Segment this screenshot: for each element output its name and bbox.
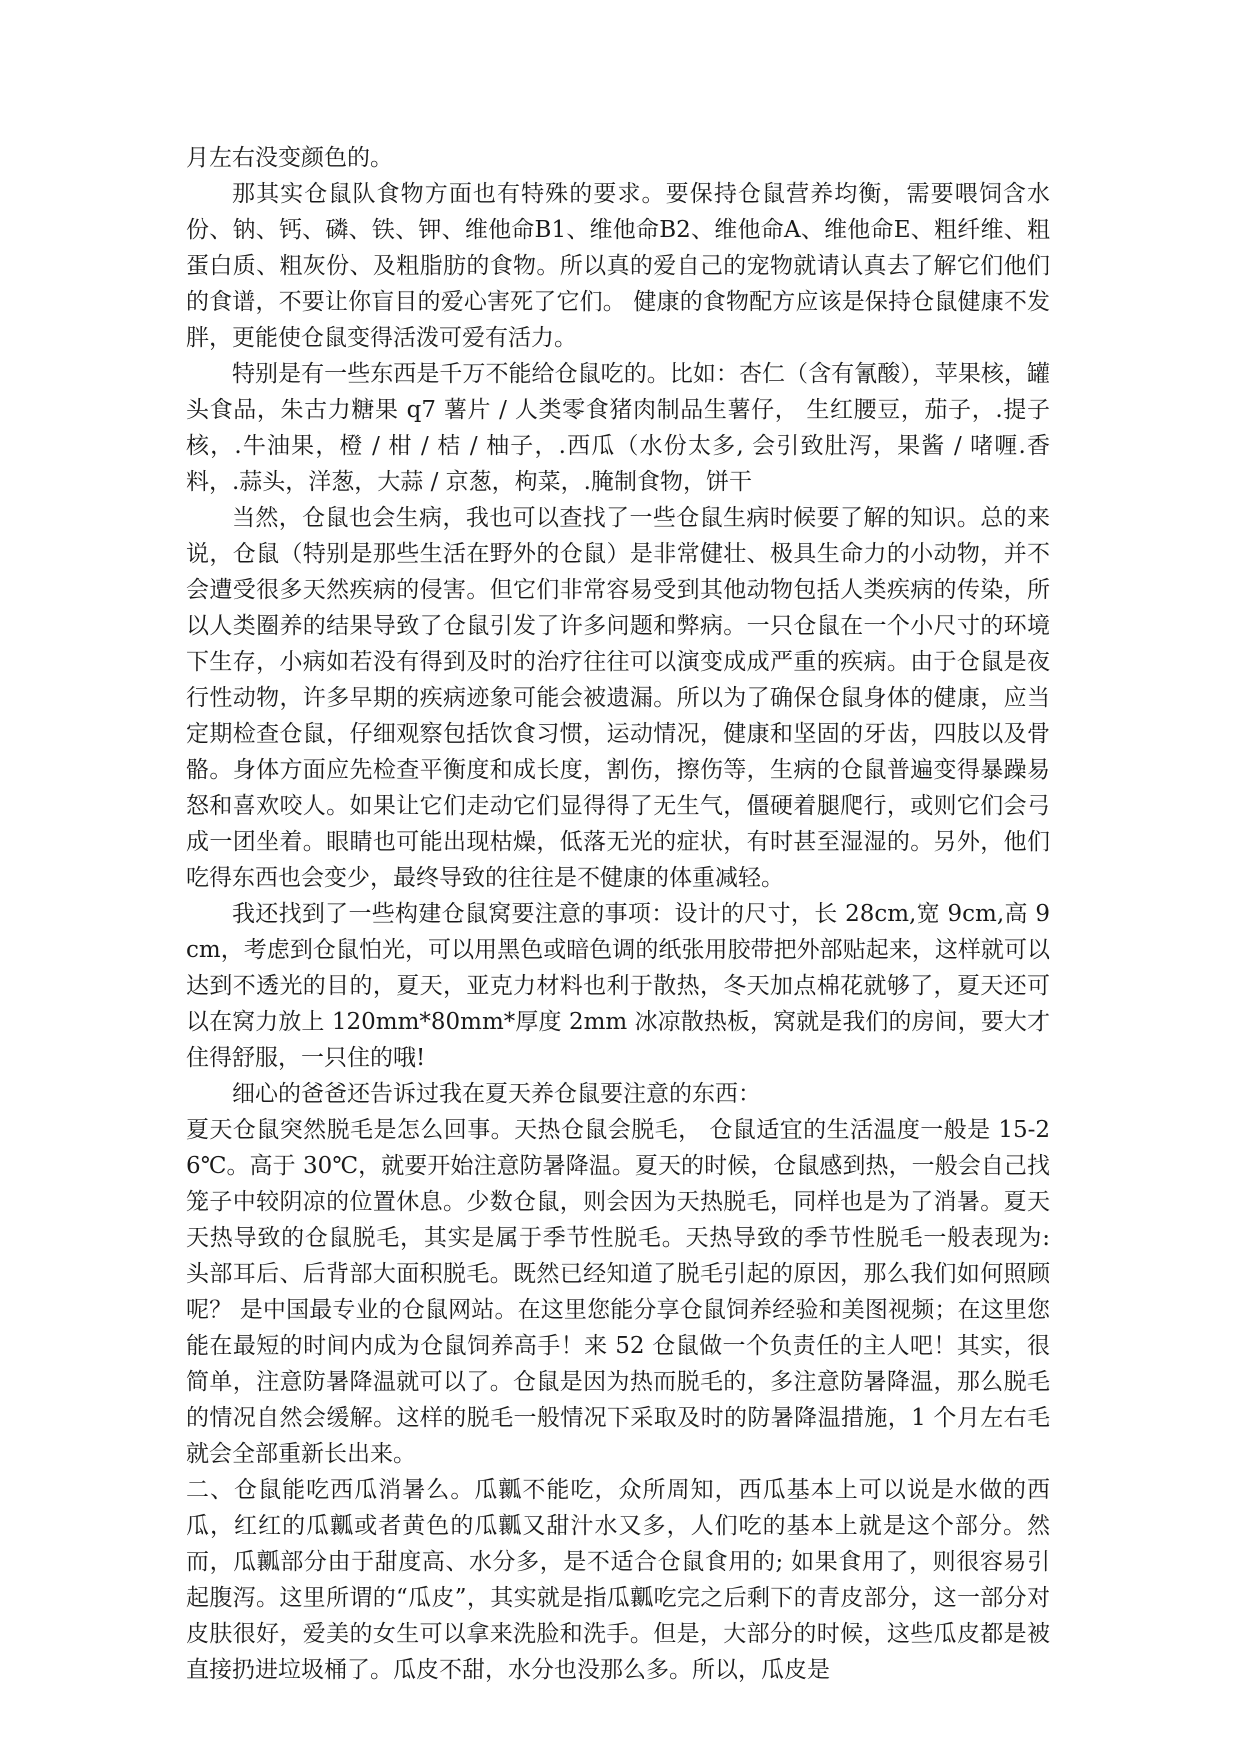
paragraph-month-note: 月左右没变颜色的。 xyxy=(186,145,393,171)
paragraph-forbidden-foods: 特别是有一些东西是千万不能给仓鼠吃的。比如：杏仁（含有氰酸），苹果核，罐头食品，朱古力糖果 q7 薯片 / 人类零食猪肉制品生薯仔， 生红腰豆，茄子，.提子核，.牛油果，橙 / 柑 / 桔 / 柚子，.西瓜（水份太多, 会引致肚泻，果酱 / 啫喱.香料，.蒜头，洋葱，大蒜 / 京葱，枸菜，.腌制食物，饼干 xyxy=(186,361,1050,495)
paragraph-diseases: 当然，仓鼠也会生病，我也可以查找了一些仓鼠生病时候要了解的知识。总的来说，仓鼠（特别是那些生活在野外的仓鼠）是非常健壮、极具生命力的小动物，并不会遭受很多天然疾病的侵害。但它们非常容易受到其他动物包括人类疾病的传染，所以人类圈养的结果导致了仓鼠引发了许多问题和弊病。一只仓鼠在一个小尺寸的环境下生存，小病如若没有得到及时的治疗往往可以演变成成严重的疾病。由于仓鼠是夜行性动物，许多早期的疾病迹象可能会被遗漏。所以为了确保仓鼠身体的健康，应当定期检查仓鼠，仔细观察包括饮食习惯，运动情况，健康和坚固的牙齿，四肢以及骨骼。身体方面应先检查平衡度和成长度，割伤，擦伤等，生病的仓鼠普遍变得暴躁易怒和喜欢咬人。如果让它们走动它们显得得了无生气，僵硬着腿爬行，或则它们会弓成一团坐着。眼睛也可能出现枯燥，低落无光的症状，有时甚至湿湿的。另外，他们吃得东西也会变少，最终导致的往往是不健康的体重减轻。 xyxy=(186,505,1050,891)
paragraph-summer-hair-loss: 夏天仓鼠突然脱毛是怎么回事。天热仓鼠会脱毛， 仓鼠适宜的生活温度一般是 15-26℃。高于 30℃，就要开始注意防暑降温。夏天的时候，仓鼠感到热，一般会自己找笼子中较阴凉的位置休息。少数仓鼠，则会因为天热脱毛，同样也是为了消暑。夏天天热导致的仓鼠脱毛，其实是属于季节性脱毛。天热导致的季节性脱毛一般表现为: 头部耳后、后背部大面积脱毛。既然已经知道了脱毛引起的原因，那么我们如何照顾呢？ 是中国最专业的仓鼠网站。在这里您能分享仓鼠饲养经验和美图视频；在这里您能在最短的时间内成为仓鼠饲养高手！来 52 仓鼠做一个负责任的主人吧！其实，很简单，注意防暑降温就可以了。仓鼠是因为热而脱毛的，多注意防暑降温，那么脱毛的情况自然会缓解。这样的脱毛一般情况下采取及时的防暑降温措施，1 个月左右毛就会全部重新长出来。 xyxy=(186,1117,1050,1467)
paragraph-dad-advice: 细心的爸爸还告诉过我在夏天养仓鼠要注意的东西： xyxy=(232,1081,761,1107)
paragraph-nest-building: 我还找到了一些构建仓鼠窝要注意的事项：设计的尺寸，长 28cm,宽 9cm,高 9cm，考虑到仓鼠怕光，可以用黑色或暗色调的纸张用胶带把外部贴起来，这样就可以达到不透光的目的，夏天，亚克力材料也利于散热，冬天加点棉花就够了，夏天还可以在窝力放上 120mm*80mm*厚度 2mm 冰凉散热板，窝就是我们的房间，要大才住得舒服，一只住的哦! xyxy=(186,901,1050,1071)
paragraph-watermelon: 二、仓鼠能吃西瓜消暑么。瓜瓤不能吃，众所周知，西瓜基本上可以说是水做的西瓜，红红的瓜瓤或者黄色的瓜瓤又甜汁水又多，人们吃的基本上就是这个部分。然而，瓜瓤部分由于甜度高、水分多，是不适合仓鼠食用的; 如果食用了，则很容易引起腹泻。这里所谓的“瓜皮”，其实就是指瓜瓤吃完之后剩下的青皮部分，这一部分对皮肤很好，爱美的女生可以拿来洗脸和洗手。但是，大部分的时候，这些瓜皮都是被直接扔进垃圾桶了。瓜皮不甜，水分也没那么多。所以，瓜皮是 xyxy=(186,1477,1050,1683)
paragraph-food-requirements: 那其实仓鼠队食物方面也有特殊的要求。要保持仓鼠营养均衡，需要喂饲含水份、钠、钙、磷、铁、钾、维他命B1、维他命B2、维他命A、维他命E、粗纤维、粗蛋白质、粗灰份、及粗脂肪的食物。所以真的爱自己的宠物就请认真去了解它们他们的食谱，不要让你盲目的爱心害死了它们。 健康的食物配方应该是保持仓鼠健康不发胖，更能使仓鼠变得活泼可爱有活力。 xyxy=(186,181,1050,351)
document-page xyxy=(186,140,1050,1688)
